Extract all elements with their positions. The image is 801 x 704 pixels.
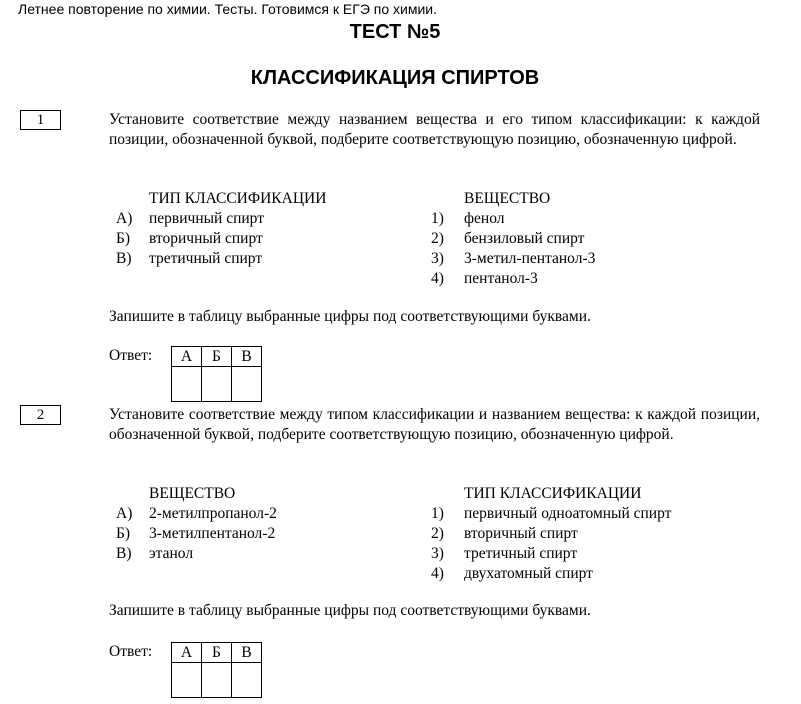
list-item [116,249,326,269]
test-title: ТЕСТ №5 [349,21,441,43]
question-text: Установите соответствие между типом классификации и названием вещества: к каждой позиции, обозначенной буквой, подберите соответствующую позицию, обозначенную цифрой. [109,406,760,443]
right-column [431,484,671,584]
answer-cell-b[interactable] [202,663,232,698]
left-column-header: ВЕЩЕСТВО [149,485,236,502]
item-label: первичный одноатомный спирт [464,505,672,522]
list-item [116,209,326,229]
item-label: 3-метил-пентанол-3 [464,250,596,267]
left-column-header: ТИП КЛАССИФИКАЦИИ [149,190,327,207]
answer-table [171,346,262,402]
item-key: 3) [431,545,444,562]
list-item [431,229,595,249]
item-key: Б) [116,230,131,247]
question-number: 1 [20,110,61,130]
item-key: 4) [431,270,444,287]
list-item [116,229,326,249]
item-key: 2) [431,525,444,542]
item-label: вторичный спирт [149,230,263,247]
item-key: А) [116,505,133,522]
list-item [431,249,595,269]
list-item [431,209,595,229]
right-column-header: ТИП КЛАССИФИКАЦИИ [464,485,642,502]
item-key: 3) [431,250,444,267]
answer-column-header: В [232,347,262,367]
answer-cell-a[interactable] [172,367,202,402]
answer-column-header: А [172,643,202,663]
left-column [116,484,277,564]
item-key: В) [116,250,132,267]
list-item [431,269,595,289]
answer-column-header: Б [202,347,232,367]
item-key: А) [116,210,133,227]
answer-column-header: В [232,643,262,663]
list-item [116,524,277,544]
answer-table [171,642,262,698]
item-label: 2-метилпропанол-2 [149,505,277,522]
list-item [431,564,671,584]
answer-cell-b[interactable] [202,367,232,402]
instruction-text: Запишите в таблицу выбранные цифры под соответствующими буквами. [109,602,591,619]
item-key: 2) [431,230,444,247]
item-key: 1) [431,505,444,522]
answer-column-header: Б [202,643,232,663]
item-label: фенол [464,210,505,227]
list-item [116,504,277,524]
test-subtitle: КЛАССИФИКАЦИЯ СПИРТОВ [250,67,540,89]
answer-column-header: А [172,347,202,367]
item-label: первичный спирт [149,210,265,227]
item-label: бензиловый спирт [464,230,585,247]
answer-label: Ответ: [109,643,153,660]
item-key: 1) [431,210,444,227]
list-item [116,544,277,564]
answer-cell-v[interactable] [232,663,262,698]
item-label: третичный спирт [464,545,578,562]
item-key: В) [116,545,132,562]
question-text: Установите соответствие между названием вещества и его типом классификации: к каждой позиции, обозначенной буквой, подберите соответствующую позицию, обозначенную цифрой. [109,111,760,148]
page-header: Летнее повторение по химии. Тесты. Готовимся к ЕГЭ по химии. [18,1,438,17]
item-label: двухатомный спирт [464,565,593,582]
question-number: 2 [20,405,61,425]
item-key: 4) [431,565,444,582]
list-item [431,544,671,564]
list-item [431,524,671,544]
right-column [431,189,595,289]
item-label: 3-метилпентанол-2 [149,525,276,542]
left-column [116,189,326,269]
item-label: вторичный спирт [464,525,578,542]
item-label: этанол [149,545,194,562]
right-column-header: ВЕЩЕСТВО [464,190,551,207]
answer-cell-v[interactable] [232,367,262,402]
item-key: Б) [116,525,131,542]
list-item [431,504,671,524]
answer-label: Ответ: [109,347,153,364]
answer-cell-a[interactable] [172,663,202,698]
instruction-text: Запишите в таблицу выбранные цифры под соответствующими буквами. [109,308,591,325]
item-label: третичный спирт [149,250,263,267]
item-label: пентанол-3 [464,270,538,287]
